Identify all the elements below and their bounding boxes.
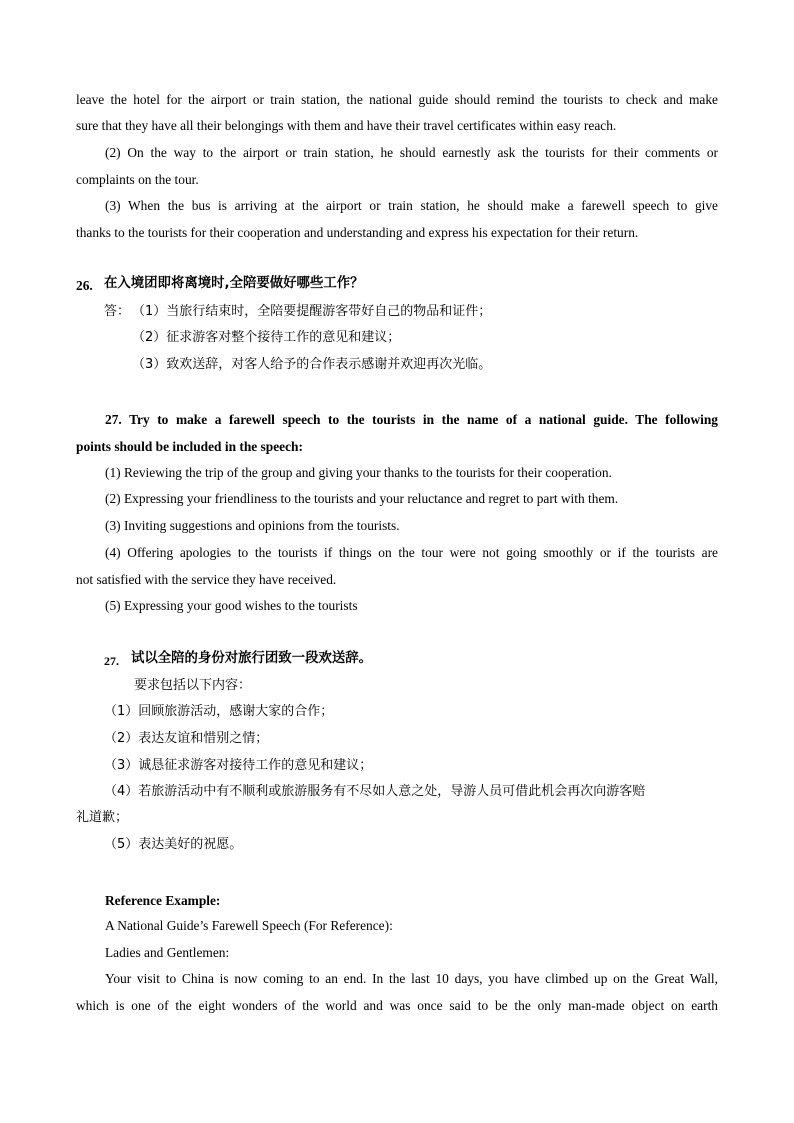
requirement-intro: 要求包括以下内容： bbox=[134, 678, 252, 693]
question-number: 26. bbox=[76, 278, 93, 293]
answer-item: （3）致欢送辞，对客人给予的合作表示感谢并欢迎再次光临。 bbox=[132, 357, 492, 372]
paragraph-line: which is one of the eight wonders of the world and was once said to be the only man-made object on earth bbox=[76, 998, 718, 1013]
paragraph-line: (2) On the way to the airport or train station, he should earnestly ask the tourists for their comments or bbox=[105, 145, 718, 160]
question-title: 试以全陪的身份对旅行团致一段欢送辞。 bbox=[131, 651, 373, 666]
question-title: 在入境团即将离境时,全陪要做好哪些工作？ bbox=[104, 276, 364, 291]
paragraph-line: leave the hotel for the airport or train station, the national guide should remind the tourists to check and make bbox=[76, 92, 718, 107]
requirement-item: 礼道歉； bbox=[76, 810, 129, 825]
answer-item: （2）征求游客对整个接待工作的意见和建议； bbox=[132, 330, 401, 345]
speech-title: A National Guide’s Farewell Speech (For Reference): bbox=[105, 918, 393, 933]
requirement-item: （1）回顾旅游活动，感谢大家的合作； bbox=[104, 704, 334, 719]
paragraph-line: Your visit to China is now coming to an end. In the last 10 days, you have climbed up on the Great Wall, bbox=[105, 971, 718, 986]
answer-label: 答： bbox=[104, 304, 131, 319]
requirement-item: （4）若旅游活动中有不顺利或旅游服务有不尽如人意之处，导游人员可借此机会再次向游客赔 bbox=[104, 784, 646, 799]
question-title: 27. Try to make a farewell speech to the tourists in the name of a national guide. The following bbox=[105, 412, 718, 427]
list-item: (4) Offering apologies to the tourists if things on the tour were not going smoothly or if the tourists are bbox=[105, 545, 718, 560]
paragraph-line: (3) When the bus is arriving at the airport or train station, he should make a farewell speech to give bbox=[105, 198, 718, 213]
requirement-item: （5）表达美好的祝愿。 bbox=[104, 837, 243, 852]
list-item: (1) Reviewing the trip of the group and giving your thanks to the tourists for their cooperation. bbox=[105, 465, 612, 480]
reference-heading: Reference Example: bbox=[105, 893, 221, 908]
list-item: not satisfied with the service they have received. bbox=[76, 572, 337, 587]
list-item: (5) Expressing your good wishes to the tourists bbox=[105, 598, 358, 613]
paragraph-line: complaints on the tour. bbox=[76, 172, 199, 187]
paragraph-line: sure that they have all their belongings with them and have their travel certificates within easy reach. bbox=[76, 118, 617, 133]
question-number: 27. bbox=[104, 654, 119, 668]
list-item: (3) Inviting suggestions and opinions from the tourists. bbox=[105, 518, 400, 533]
requirement-item: （3）诚恳征求游客对接待工作的意见和建议； bbox=[104, 758, 373, 773]
requirement-item: （2）表达友谊和惜别之情； bbox=[104, 731, 269, 746]
paragraph-line: thanks to the tourists for their cooperation and understanding and express his expectation for their return. bbox=[76, 225, 639, 240]
list-item: (2) Expressing your friendliness to the tourists and your reluctance and regret to part with them. bbox=[105, 491, 619, 506]
question-title: points should be included in the speech: bbox=[76, 439, 303, 454]
salutation: Ladies and Gentlemen: bbox=[105, 945, 230, 960]
answer-item: （1）当旅行结束时，全陪要提醒游客带好自己的物品和证件； bbox=[132, 304, 492, 319]
